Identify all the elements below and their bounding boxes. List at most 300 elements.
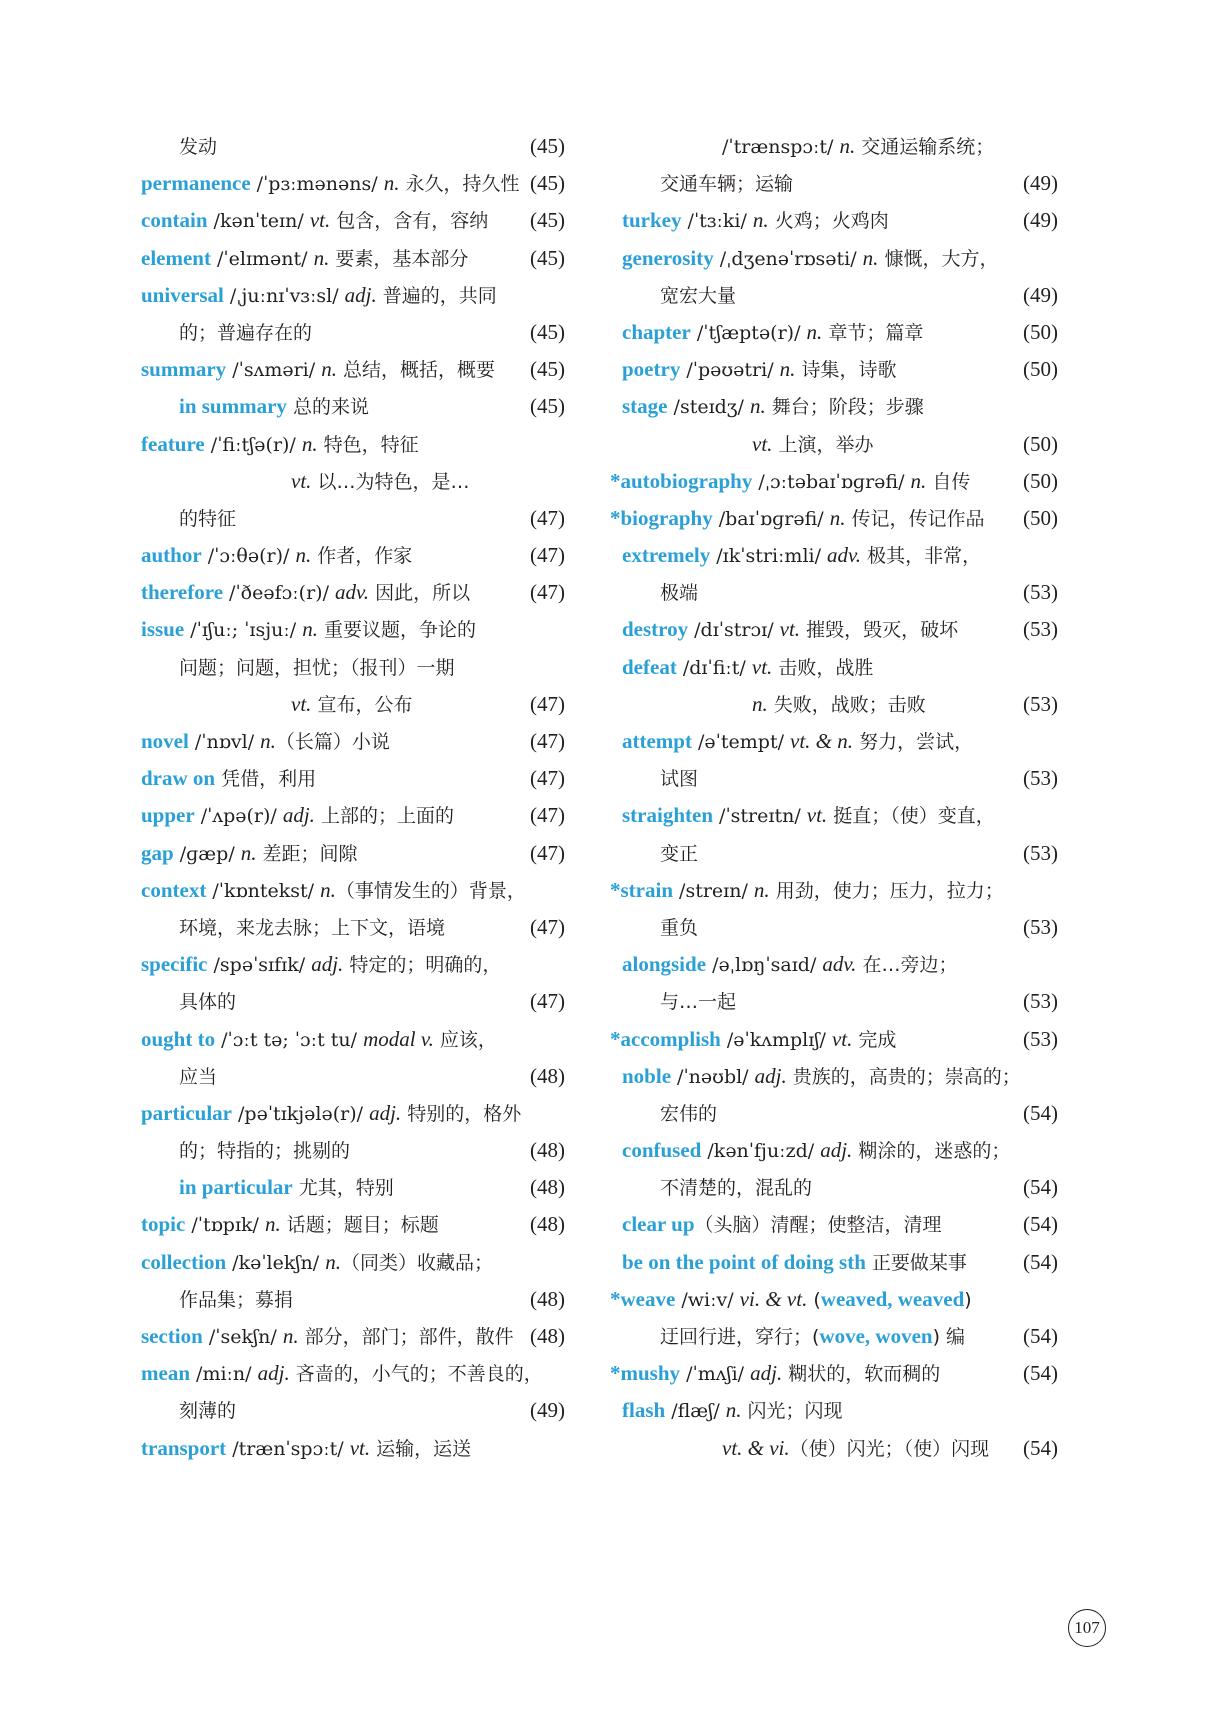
page-ref: (45) bbox=[530, 245, 565, 270]
definition: 在…旁边； bbox=[856, 954, 958, 977]
headword: *mushy bbox=[610, 1361, 681, 1386]
vocab-entry-line bbox=[141, 1169, 565, 1206]
vocab-entry-line bbox=[622, 537, 1058, 574]
definition: 吝啬的，小气的；不善良的， bbox=[289, 1363, 543, 1386]
headword: straighten bbox=[622, 803, 713, 828]
definition: 上演，举办 bbox=[772, 433, 874, 456]
phonetic: /dɪˈfiːt/ bbox=[676, 656, 752, 679]
phonetic: /əˈtempt/ bbox=[691, 731, 791, 753]
part-of-speech: vt. bbox=[779, 617, 801, 642]
definition: 凭借，利用 bbox=[215, 768, 317, 791]
vocabulary-column-right bbox=[610, 128, 1058, 1467]
vocab-entry-line bbox=[141, 1132, 565, 1169]
part-of-speech: n. bbox=[806, 319, 823, 344]
page-ref: (47) bbox=[530, 543, 565, 568]
headword: poetry bbox=[622, 357, 681, 382]
phonetic: /ˈkɒntekst/ bbox=[206, 879, 321, 902]
headword: section bbox=[141, 1324, 203, 1348]
part-of-speech: adj. bbox=[820, 1138, 853, 1163]
vocab-entry-line bbox=[622, 1132, 1058, 1169]
vocab-entry-line bbox=[141, 649, 565, 686]
headword: contain bbox=[141, 208, 208, 233]
page-ref: (45) bbox=[530, 171, 565, 196]
definition: 宣布，公布 bbox=[311, 693, 413, 716]
vocab-entry-line bbox=[141, 128, 565, 165]
page-ref: (50) bbox=[1023, 468, 1058, 493]
part-of-speech: adj. bbox=[344, 282, 377, 307]
phonetic: /ˈnɒvl/ bbox=[188, 731, 261, 753]
definition: 贵族的，高贵的；崇高的； bbox=[786, 1065, 1021, 1088]
phonetic: /baɪˈɒɡrəfi/ bbox=[712, 507, 830, 530]
headword: turkey bbox=[622, 208, 682, 233]
definition: 要素，基本部分 bbox=[329, 247, 469, 270]
phonetic: /kənˈfjuːzd/ bbox=[701, 1140, 821, 1163]
vocab-entry-line bbox=[141, 686, 565, 723]
page-ref: (53) bbox=[1023, 766, 1058, 791]
definition: 极其，非常， bbox=[861, 545, 982, 568]
part-of-speech: n. bbox=[753, 877, 770, 902]
headword: *accomplish bbox=[610, 1026, 721, 1051]
definition: 极端 bbox=[660, 582, 699, 605]
part-of-speech: n. bbox=[383, 171, 400, 196]
page-ref: (53) bbox=[1023, 691, 1058, 716]
vocab-entry-line bbox=[141, 1021, 565, 1058]
vocab-entry-line bbox=[622, 835, 1058, 872]
page-ref: (47) bbox=[530, 840, 565, 865]
phonetic: /ˈpɜːmənəns/ bbox=[250, 173, 384, 196]
vocab-entry-line bbox=[141, 1244, 565, 1281]
page-ref: (47) bbox=[530, 803, 565, 828]
phonetic: /ˈstreɪtn/ bbox=[713, 805, 807, 828]
vocab-entry-line bbox=[141, 1095, 565, 1132]
part-of-speech: adj. bbox=[750, 1361, 783, 1386]
part-of-speech: n. bbox=[301, 431, 318, 456]
headword: mean bbox=[141, 1361, 190, 1386]
definition: 特色，特征 bbox=[317, 433, 419, 456]
headword: summary bbox=[141, 357, 227, 382]
definition: 完成 bbox=[852, 1028, 897, 1051]
page-ref: (45) bbox=[530, 208, 565, 233]
page-ref: (54) bbox=[1023, 1175, 1058, 1200]
definition: 具体的 bbox=[179, 991, 237, 1014]
vocab-entry-line bbox=[141, 314, 565, 351]
page-ref: (54) bbox=[1023, 1361, 1058, 1386]
definition: 发动 bbox=[179, 136, 218, 158]
definition: 火鸡；火鸡肉 bbox=[768, 210, 889, 233]
vocab-entry-line bbox=[622, 351, 1058, 388]
vocab-entry-line bbox=[141, 277, 565, 314]
part-of-speech: n. bbox=[295, 543, 312, 568]
definition: 失败，战败；击败 bbox=[767, 693, 926, 716]
page-ref: (49) bbox=[1023, 171, 1058, 196]
definition: 重要议题，争论的 bbox=[317, 619, 476, 642]
page-ref: (47) bbox=[530, 766, 565, 791]
definition: 不清楚的，混乱的 bbox=[660, 1177, 813, 1200]
phonetic: /ˈðeəfɔː(r)/ bbox=[223, 582, 336, 605]
headword: therefore bbox=[141, 580, 224, 605]
definition: 交通车辆；运输 bbox=[660, 173, 794, 196]
page-ref: (53) bbox=[1023, 840, 1058, 865]
phonetic: /kəˈlekʃn/ bbox=[226, 1251, 326, 1274]
headword: defeat bbox=[622, 654, 677, 679]
vocab-entry-line bbox=[622, 426, 1058, 463]
vocab-entry-line bbox=[141, 835, 565, 872]
definition: 话题；题目；标题 bbox=[280, 1214, 439, 1237]
part-of-speech: adv. bbox=[335, 580, 370, 605]
definition: 努力，尝试， bbox=[853, 731, 974, 753]
phonetic: /əˌlɒŋˈsaɪd/ bbox=[706, 954, 823, 977]
vocab-entry-line bbox=[622, 314, 1058, 351]
headword: *autobiography bbox=[610, 468, 753, 493]
vocab-entry-line bbox=[141, 351, 565, 388]
page-ref: (54) bbox=[1023, 1100, 1058, 1125]
phonetic: /kənˈteɪn/ bbox=[207, 210, 310, 233]
part-of-speech: adj. bbox=[754, 1063, 787, 1088]
headword: issue bbox=[141, 617, 185, 642]
vocab-entry-line bbox=[622, 983, 1058, 1020]
part-of-speech: n. bbox=[320, 877, 336, 902]
part-of-speech: vt. bbox=[806, 803, 828, 828]
vocab-entry-line bbox=[622, 1244, 1058, 1281]
vocab-entry-line bbox=[141, 1355, 565, 1392]
definition: 摧毁，毁灭，破坏 bbox=[800, 619, 959, 642]
vocab-entry-line bbox=[622, 1430, 1058, 1467]
definition: 糊状的，软而稠的 bbox=[782, 1363, 941, 1386]
page-ref: (50) bbox=[1023, 319, 1058, 344]
definition: 作品集；募捐 bbox=[179, 1288, 294, 1311]
vocab-entry-line bbox=[141, 537, 565, 574]
definition: 的；特指的；挑剔的 bbox=[179, 1140, 351, 1163]
definition: 糊涂的，迷惑的； bbox=[852, 1140, 1011, 1163]
page-ref: (50) bbox=[1023, 505, 1058, 530]
page-ref: (53) bbox=[1023, 1026, 1058, 1051]
definition: 试图 bbox=[660, 768, 699, 791]
part-of-speech: n. bbox=[302, 617, 318, 642]
headword: novel bbox=[141, 729, 189, 753]
phonetic: /ˈtɒpɪk/ bbox=[185, 1214, 265, 1237]
definition: 交通运输系统； bbox=[855, 136, 995, 158]
page-ref: (48) bbox=[530, 1063, 565, 1088]
page-ref: (48) bbox=[530, 1286, 565, 1311]
definition: 特别的，格外 bbox=[401, 1102, 522, 1125]
page-ref: (48) bbox=[530, 1324, 565, 1348]
definition: 宏伟的 bbox=[660, 1102, 718, 1125]
page-ref: (54) bbox=[1023, 1435, 1058, 1460]
part-of-speech: adj. bbox=[257, 1361, 290, 1386]
vocab-entry-line bbox=[622, 388, 1058, 425]
vocab-entry-line bbox=[622, 1392, 1058, 1429]
phonetic: /trænˈspɔːt/ bbox=[226, 1437, 350, 1460]
vocabulary-column-left bbox=[141, 128, 565, 1467]
phonetic: /ˈtɜːki/ bbox=[681, 210, 753, 233]
headword: element bbox=[141, 245, 211, 270]
page-ref: (48) bbox=[530, 1175, 565, 1200]
definition: ( bbox=[807, 1288, 821, 1311]
definition: 环境，来龙去脉；上下文，语境 bbox=[179, 916, 446, 939]
part-of-speech: modal v. bbox=[363, 1026, 434, 1051]
phonetic: /ˌjuːnɪˈvɜːsl/ bbox=[223, 284, 345, 307]
vocab-entry-line bbox=[622, 723, 1058, 760]
headword: universal bbox=[141, 282, 224, 307]
vocab-entry-line bbox=[141, 1430, 565, 1467]
vocab-entry-line bbox=[141, 240, 565, 277]
vocab-entry-line bbox=[622, 128, 1058, 165]
headword: noble bbox=[622, 1063, 672, 1088]
part-of-speech: n. bbox=[725, 1398, 742, 1423]
vocab-entry-line bbox=[141, 1058, 565, 1095]
vocab-entry-line bbox=[610, 1281, 1058, 1318]
vocab-entry-line bbox=[141, 500, 565, 537]
definition: 重负 bbox=[660, 916, 699, 939]
phonetic: /miːn/ bbox=[190, 1363, 258, 1386]
headword: confused bbox=[622, 1138, 702, 1163]
phonetic: /ɡæp/ bbox=[173, 842, 241, 865]
vocab-entry-line bbox=[622, 1095, 1058, 1132]
page-ref: (47) bbox=[530, 914, 565, 939]
vocab-entry-line bbox=[141, 946, 565, 983]
part-of-speech: vi. & vt. bbox=[739, 1286, 808, 1311]
part-of-speech: n. bbox=[862, 245, 879, 270]
headword: *strain bbox=[610, 877, 673, 902]
phonetic: /ˈmʌʃi/ bbox=[680, 1363, 751, 1386]
definition: 特定的；明确的， bbox=[343, 954, 502, 977]
phonetic: /pəˈtɪkjələ(r)/ bbox=[231, 1102, 370, 1125]
definition: 传记，传记作品 bbox=[845, 507, 985, 530]
vocab-entry-line bbox=[622, 277, 1058, 314]
phonetic: /ˌɔːtəbaɪˈɒɡrəfi/ bbox=[752, 470, 911, 493]
vocab-entry-line bbox=[141, 202, 565, 239]
page-ref: (50) bbox=[1023, 431, 1058, 456]
page-ref: (49) bbox=[1023, 208, 1058, 233]
definition: 的特征 bbox=[179, 507, 237, 530]
headword: collection bbox=[141, 1249, 227, 1274]
phonetic: /ˈtrænspɔːt/ bbox=[722, 136, 840, 158]
page-ref: (49) bbox=[530, 1398, 565, 1423]
headword: alongside bbox=[622, 952, 707, 977]
page-ref: (53) bbox=[1023, 580, 1058, 605]
vocab-entry-line bbox=[141, 1206, 565, 1243]
phonetic: /ˈɔːθə(r)/ bbox=[201, 545, 296, 568]
headword: clear up bbox=[622, 1212, 695, 1237]
part-of-speech: vt. & vi. bbox=[722, 1435, 790, 1460]
vocab-entry-line bbox=[622, 649, 1058, 686]
phonetic: /ˈɪʃuː; ˈɪsjuː/ bbox=[184, 619, 303, 642]
definition: 尤其，特别 bbox=[292, 1177, 394, 1200]
definition: 差距；间隙 bbox=[256, 842, 358, 865]
part-of-speech: adv. bbox=[822, 952, 857, 977]
phonetic: /ˈsʌməri/ bbox=[226, 359, 322, 382]
vocab-entry-line bbox=[141, 611, 565, 648]
vocab-entry-line bbox=[622, 946, 1058, 983]
part-of-speech: n. bbox=[910, 468, 927, 493]
vocab-entry-line bbox=[622, 909, 1058, 946]
vocab-entry-line bbox=[622, 611, 1058, 648]
headword: ought to bbox=[141, 1026, 216, 1051]
definition: 问题；问题，担忧；（报刊）一期 bbox=[179, 656, 455, 679]
page-ref: (45) bbox=[530, 394, 565, 419]
vocab-entry-line bbox=[622, 202, 1058, 239]
definition: 变正 bbox=[660, 842, 699, 865]
vocab-entry-line bbox=[141, 760, 565, 797]
vocab-entry-line bbox=[622, 1169, 1058, 1206]
vocab-entry-line bbox=[141, 1392, 565, 1429]
vocab-entry-line bbox=[141, 1281, 565, 1318]
vocab-entry-line bbox=[141, 463, 565, 500]
page-ref: (48) bbox=[530, 1212, 565, 1237]
definition: 刻薄的 bbox=[179, 1400, 237, 1423]
headword: in particular bbox=[179, 1175, 293, 1200]
definition: 运输，运送 bbox=[370, 1437, 472, 1460]
vocab-entry-line bbox=[610, 463, 1058, 500]
phonetic: /əˈkʌmplɪʃ/ bbox=[720, 1028, 832, 1051]
page-ref: (45) bbox=[530, 134, 565, 158]
page-ref: (54) bbox=[1023, 1249, 1058, 1274]
phonetic: /flæʃ/ bbox=[665, 1400, 726, 1423]
headword: permanence bbox=[141, 171, 251, 196]
part-of-speech: n. bbox=[779, 357, 796, 382]
part-of-speech: vt. bbox=[752, 431, 773, 456]
headword: context bbox=[141, 877, 207, 902]
page-ref: (47) bbox=[530, 580, 565, 605]
part-of-speech: adv. bbox=[827, 543, 862, 568]
headword: be on the point of doing sth bbox=[622, 1249, 866, 1274]
phonetic: /spəˈsɪfɪk/ bbox=[207, 954, 312, 977]
phonetic: /ˈtʃæptə(r)/ bbox=[690, 321, 807, 344]
definition: 击败，战胜 bbox=[772, 656, 874, 679]
definition: 以…为特色，是… bbox=[311, 470, 470, 493]
headword: chapter bbox=[622, 319, 691, 344]
definition-cont: ) 编 bbox=[932, 1326, 966, 1348]
definition: 包含，含有，容纳 bbox=[330, 210, 489, 233]
part-of-speech: adj. bbox=[311, 952, 344, 977]
vocab-entry-line bbox=[141, 797, 565, 834]
definition: （同类）收藏品； bbox=[340, 1251, 493, 1274]
definition-cont: ) bbox=[964, 1288, 972, 1311]
phonetic: /ˈʌpə(r)/ bbox=[194, 805, 283, 828]
phonetic: /dɪˈstrɔɪ/ bbox=[688, 619, 780, 642]
part-of-speech: vt. bbox=[831, 1026, 853, 1051]
part-of-speech: vt. bbox=[309, 208, 331, 233]
phonetic: /ˈpəʊətri/ bbox=[680, 359, 780, 382]
definition: 应当 bbox=[179, 1065, 218, 1088]
part-of-speech: n. bbox=[829, 505, 846, 530]
page-ref: (45) bbox=[530, 319, 565, 344]
definition: 上部的；上面的 bbox=[314, 805, 454, 828]
vocab-entry-line bbox=[622, 686, 1058, 723]
page-ref: (53) bbox=[1023, 914, 1058, 939]
vocab-entry-line bbox=[622, 165, 1058, 202]
phonetic: /streɪn/ bbox=[673, 879, 754, 902]
vocab-entry-line bbox=[141, 426, 565, 463]
definition: 应该， bbox=[433, 1028, 497, 1051]
headword: feature bbox=[141, 431, 205, 456]
vocab-entry-line bbox=[141, 574, 565, 611]
vocab-entry-line bbox=[141, 165, 565, 202]
definition: 永久，持久性 bbox=[399, 173, 520, 196]
definition: 总的来说 bbox=[286, 396, 369, 419]
vocab-entry-line bbox=[622, 240, 1058, 277]
page-ref: (47) bbox=[530, 989, 565, 1014]
vocab-entry-line bbox=[622, 797, 1058, 834]
definition: 章节；篇章 bbox=[822, 321, 924, 344]
part-of-speech: n. bbox=[264, 1212, 281, 1237]
definition: （使）闪光；（使）闪现 bbox=[789, 1437, 990, 1460]
definition: 作者，作家 bbox=[311, 545, 413, 568]
definition: 正要做某事 bbox=[865, 1251, 967, 1274]
headword: in summary bbox=[179, 394, 287, 419]
vocab-entry-line bbox=[622, 760, 1058, 797]
page-ref: (53) bbox=[1023, 989, 1058, 1014]
definition: 宽宏大量 bbox=[660, 284, 737, 307]
part-of-speech: n. bbox=[839, 134, 856, 158]
headword: attempt bbox=[622, 729, 692, 753]
headword: stage bbox=[622, 394, 668, 419]
vocab-entry-line bbox=[622, 1318, 1058, 1355]
page-ref: (47) bbox=[530, 691, 565, 716]
part-of-speech: n. bbox=[240, 840, 257, 865]
headword: generosity bbox=[622, 245, 714, 270]
page-ref: (48) bbox=[530, 1138, 565, 1163]
phonetic: /ɪkˈstriːmli/ bbox=[710, 545, 828, 568]
definition: 与…一起 bbox=[660, 991, 737, 1014]
part-of-speech: vt. bbox=[349, 1435, 371, 1460]
phonetic: /ˈsekʃn/ bbox=[202, 1326, 283, 1348]
headword: specific bbox=[141, 952, 208, 977]
page-ref: (47) bbox=[530, 505, 565, 530]
definition: 闪光；闪现 bbox=[741, 1400, 843, 1423]
vocab-entry-line bbox=[141, 909, 565, 946]
headword: particular bbox=[141, 1100, 232, 1125]
definition: （长篇）小说 bbox=[275, 731, 390, 753]
phonetic: /ˈelɪmənt/ bbox=[210, 247, 314, 270]
page-ref: (54) bbox=[1023, 1212, 1058, 1237]
definition: 总结，概括，概要 bbox=[336, 359, 495, 382]
definition: 因此，所以 bbox=[369, 582, 471, 605]
headword: upper bbox=[141, 803, 195, 828]
part-of-speech: n. bbox=[282, 1324, 299, 1348]
vocab-entry-line bbox=[622, 1058, 1058, 1095]
headword-inflection: wove, woven bbox=[819, 1324, 933, 1348]
phonetic: /ˈnəʊbl/ bbox=[671, 1065, 755, 1088]
page-ref: (54) bbox=[1023, 1324, 1058, 1348]
page-ref: (45) bbox=[530, 357, 565, 382]
page-ref: (50) bbox=[1023, 357, 1058, 382]
phonetic: /wiːv/ bbox=[675, 1288, 740, 1311]
headword: destroy bbox=[622, 617, 689, 642]
part-of-speech: n. bbox=[321, 357, 337, 382]
part-of-speech: vt. bbox=[291, 468, 312, 493]
part-of-speech: vt. & n. bbox=[790, 729, 854, 753]
headword: author bbox=[141, 543, 202, 568]
headword-inflection: weaved, weaved bbox=[820, 1286, 965, 1311]
page-ref: (47) bbox=[530, 729, 565, 753]
part-of-speech: adj. bbox=[282, 803, 315, 828]
definition: 迂回行进，穿行；( bbox=[660, 1326, 820, 1348]
headword: *weave bbox=[610, 1286, 676, 1311]
definition: 的；普遍存在的 bbox=[179, 321, 313, 344]
definition: 自传 bbox=[926, 470, 971, 493]
vocab-entry-line bbox=[610, 1021, 1058, 1058]
part-of-speech: adj. bbox=[369, 1100, 402, 1125]
headword: *biography bbox=[610, 505, 713, 530]
headword: extremely bbox=[622, 543, 711, 568]
headword: draw on bbox=[141, 766, 216, 791]
part-of-speech: vt. bbox=[291, 691, 312, 716]
vocab-entry-line bbox=[141, 983, 565, 1020]
phonetic: /steɪdʒ/ bbox=[667, 396, 750, 419]
vocab-entry-line bbox=[141, 388, 565, 425]
headword: transport bbox=[141, 1435, 227, 1460]
